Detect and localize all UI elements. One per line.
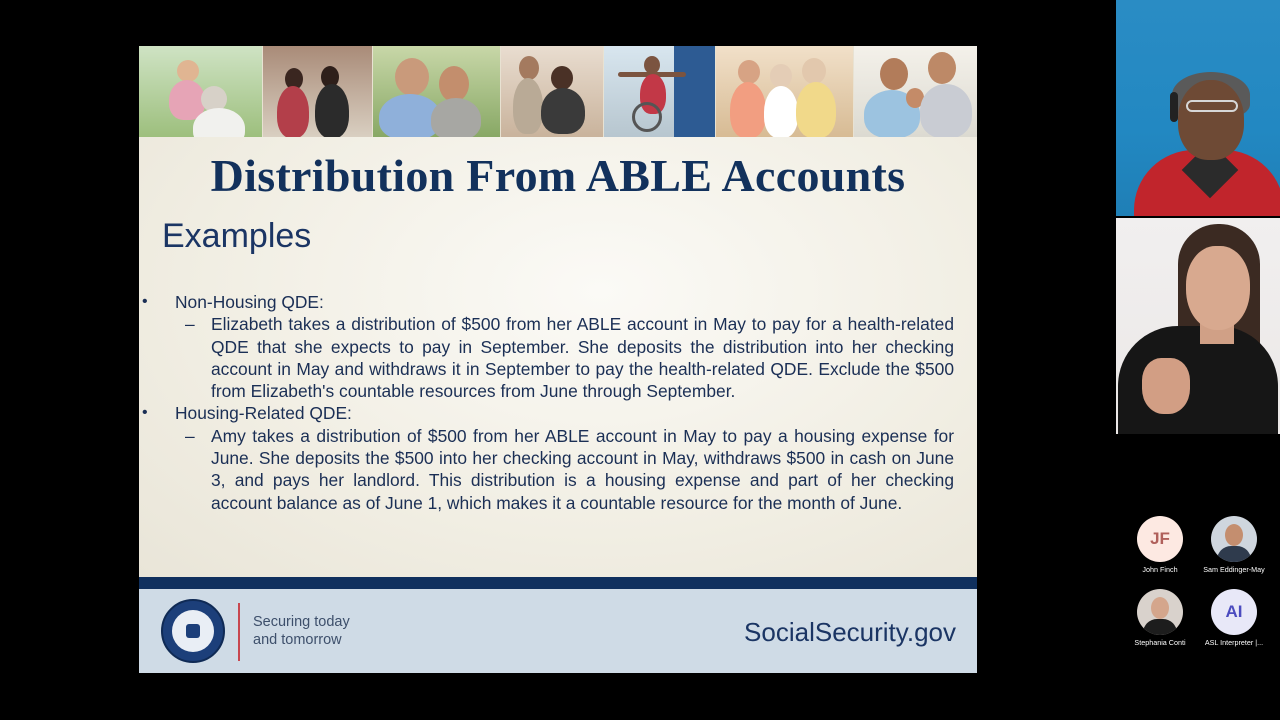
headset-icon — [1170, 92, 1178, 122]
bullet-heading: Non-Housing QDE: — [175, 292, 324, 312]
banner-photo-two-women — [263, 46, 373, 137]
tagline-line-1: Securing today — [253, 614, 350, 630]
avatar: JF — [1137, 516, 1183, 562]
video-tile-speaker-2[interactable] — [1116, 218, 1280, 434]
footer-website: SocialSecurity.gov — [744, 617, 956, 647]
participant-name: Sam Eddinger-May — [1203, 565, 1265, 574]
participant-name: John Finch — [1142, 565, 1178, 574]
banner-photo-three-women — [716, 46, 854, 137]
shared-slide — [139, 46, 977, 673]
sub-bullet-text: Amy takes a distribution of $500 from her ABLE account in May to pay a housing expense for June. She deposits the $500 into her checking account in May, withdraws $500 in cash on June 3, and pays her landlord. This distribution is a housing expense and part of her checking account balance as of June 1, which makes it a countable resource for the month of June. — [211, 425, 954, 513]
banner-photo-older-couple — [373, 46, 501, 137]
bullet-marker: • — [142, 404, 148, 422]
bullet-heading: Housing-Related QDE: — [175, 403, 352, 424]
participant-name: ASL Interpreter |... — [1204, 638, 1264, 647]
slide-footer-band — [139, 577, 977, 589]
slide-photo-banner — [139, 46, 977, 137]
slide-content — [139, 137, 977, 577]
bullet-item — [139, 291, 977, 313]
slide-title: Distribution From ABLE Accounts — [210, 150, 906, 201]
banner-photo-two-men — [501, 46, 604, 137]
avatar: AI — [1211, 589, 1257, 635]
speaker-1-face — [1178, 80, 1244, 160]
video-tile-speaker-1[interactable] — [1116, 0, 1280, 216]
bullet-item — [139, 402, 977, 424]
sub-bullet-marker: – — [185, 314, 195, 335]
slide-subtitle: Examples — [162, 217, 312, 255]
banner-photo-two-men-child — [854, 46, 977, 137]
avatar — [1211, 516, 1257, 562]
sub-bullet-item — [139, 425, 977, 514]
bullet-list — [139, 291, 977, 514]
participant-tile[interactable] — [1189, 516, 1279, 574]
speaker-1-glasses — [1186, 100, 1238, 112]
slide-footer — [139, 589, 977, 673]
banner-photo-grandmother-child — [139, 46, 263, 137]
sub-bullet-item — [139, 313, 977, 402]
footer-divider — [238, 603, 240, 661]
banner-photo-wheelchair-user — [604, 46, 716, 137]
speaker-2-face — [1186, 246, 1250, 330]
tagline-line-2: and tomorrow — [253, 632, 342, 648]
participant-name: Stephania Conti — [1134, 638, 1186, 647]
footer-tagline — [253, 613, 350, 649]
ssa-seal-icon — [161, 599, 225, 663]
participant-tile[interactable] — [1189, 589, 1279, 647]
bullet-marker: • — [142, 293, 148, 310]
speaker-2-hand — [1142, 358, 1190, 414]
sub-bullet-text: Elizabeth takes a distribution of $500 from her ABLE account in May to pay for a health-related QDE that she expects to pay in September. She deposits the distribution into her checking account in May and withdraws it in September to pay the health-related QDE. Exclude the $500 from Elizabeth's countable resources from June through September. — [211, 314, 954, 402]
sub-bullet-marker: – — [185, 425, 195, 446]
avatar — [1137, 589, 1183, 635]
